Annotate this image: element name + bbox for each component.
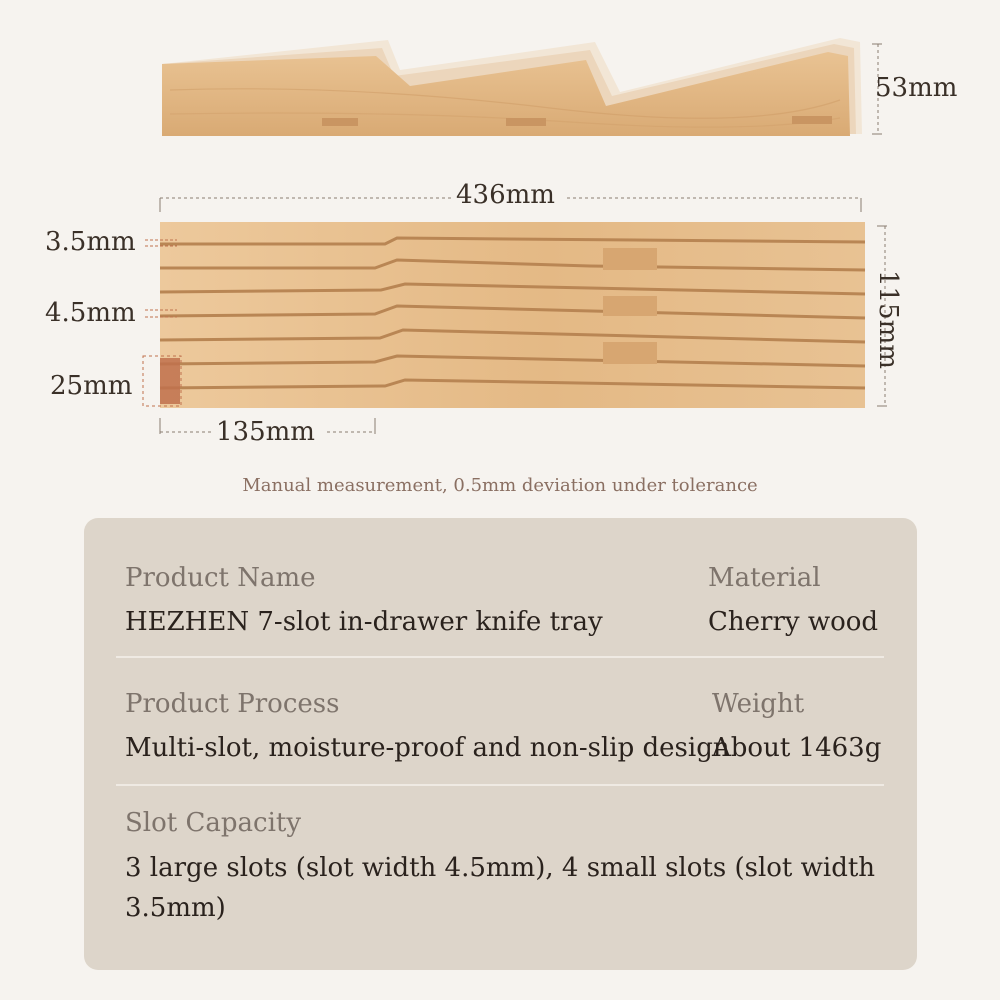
product-name-label: Product Name	[125, 563, 316, 593]
tray-side-view	[150, 30, 890, 145]
material-value: Cherry wood	[708, 607, 879, 637]
material-label: Material	[708, 563, 821, 593]
measurement-note: Manual measurement, 0.5mm deviation under tolerance	[242, 475, 758, 496]
product-process-value: Multi-slot, moisture-proof and non-slip design	[125, 733, 730, 763]
length-dimension-label: 436mm	[456, 180, 555, 210]
large-slot-dimension-label: 4.5mm	[45, 298, 136, 328]
slot-capacity-label: Slot Capacity	[125, 808, 302, 838]
product-process-label: Product Process	[125, 689, 340, 719]
base-slot-dimension-label: 25mm	[50, 371, 133, 401]
depth-dimension-label: 115mm	[873, 270, 903, 369]
height-dimension-label: 53mm	[875, 73, 958, 103]
spec-divider	[116, 656, 884, 658]
product-name-value: HEZHEN 7-slot in-drawer knife tray	[125, 607, 603, 637]
tray-top-view	[135, 190, 895, 440]
weight-value: About 1463g	[712, 733, 882, 763]
small-slot-dimension-label: 3.5mm	[45, 227, 136, 257]
spec-divider	[116, 784, 884, 786]
spec-panel	[84, 518, 917, 970]
weight-label: Weight	[712, 689, 805, 719]
slot-capacity-value: 3 large slots (slot width 4.5mm), 4 small slots (slot width 3.5mm)	[125, 853, 876, 923]
slot-length-dimension-label: 135mm	[216, 417, 315, 447]
